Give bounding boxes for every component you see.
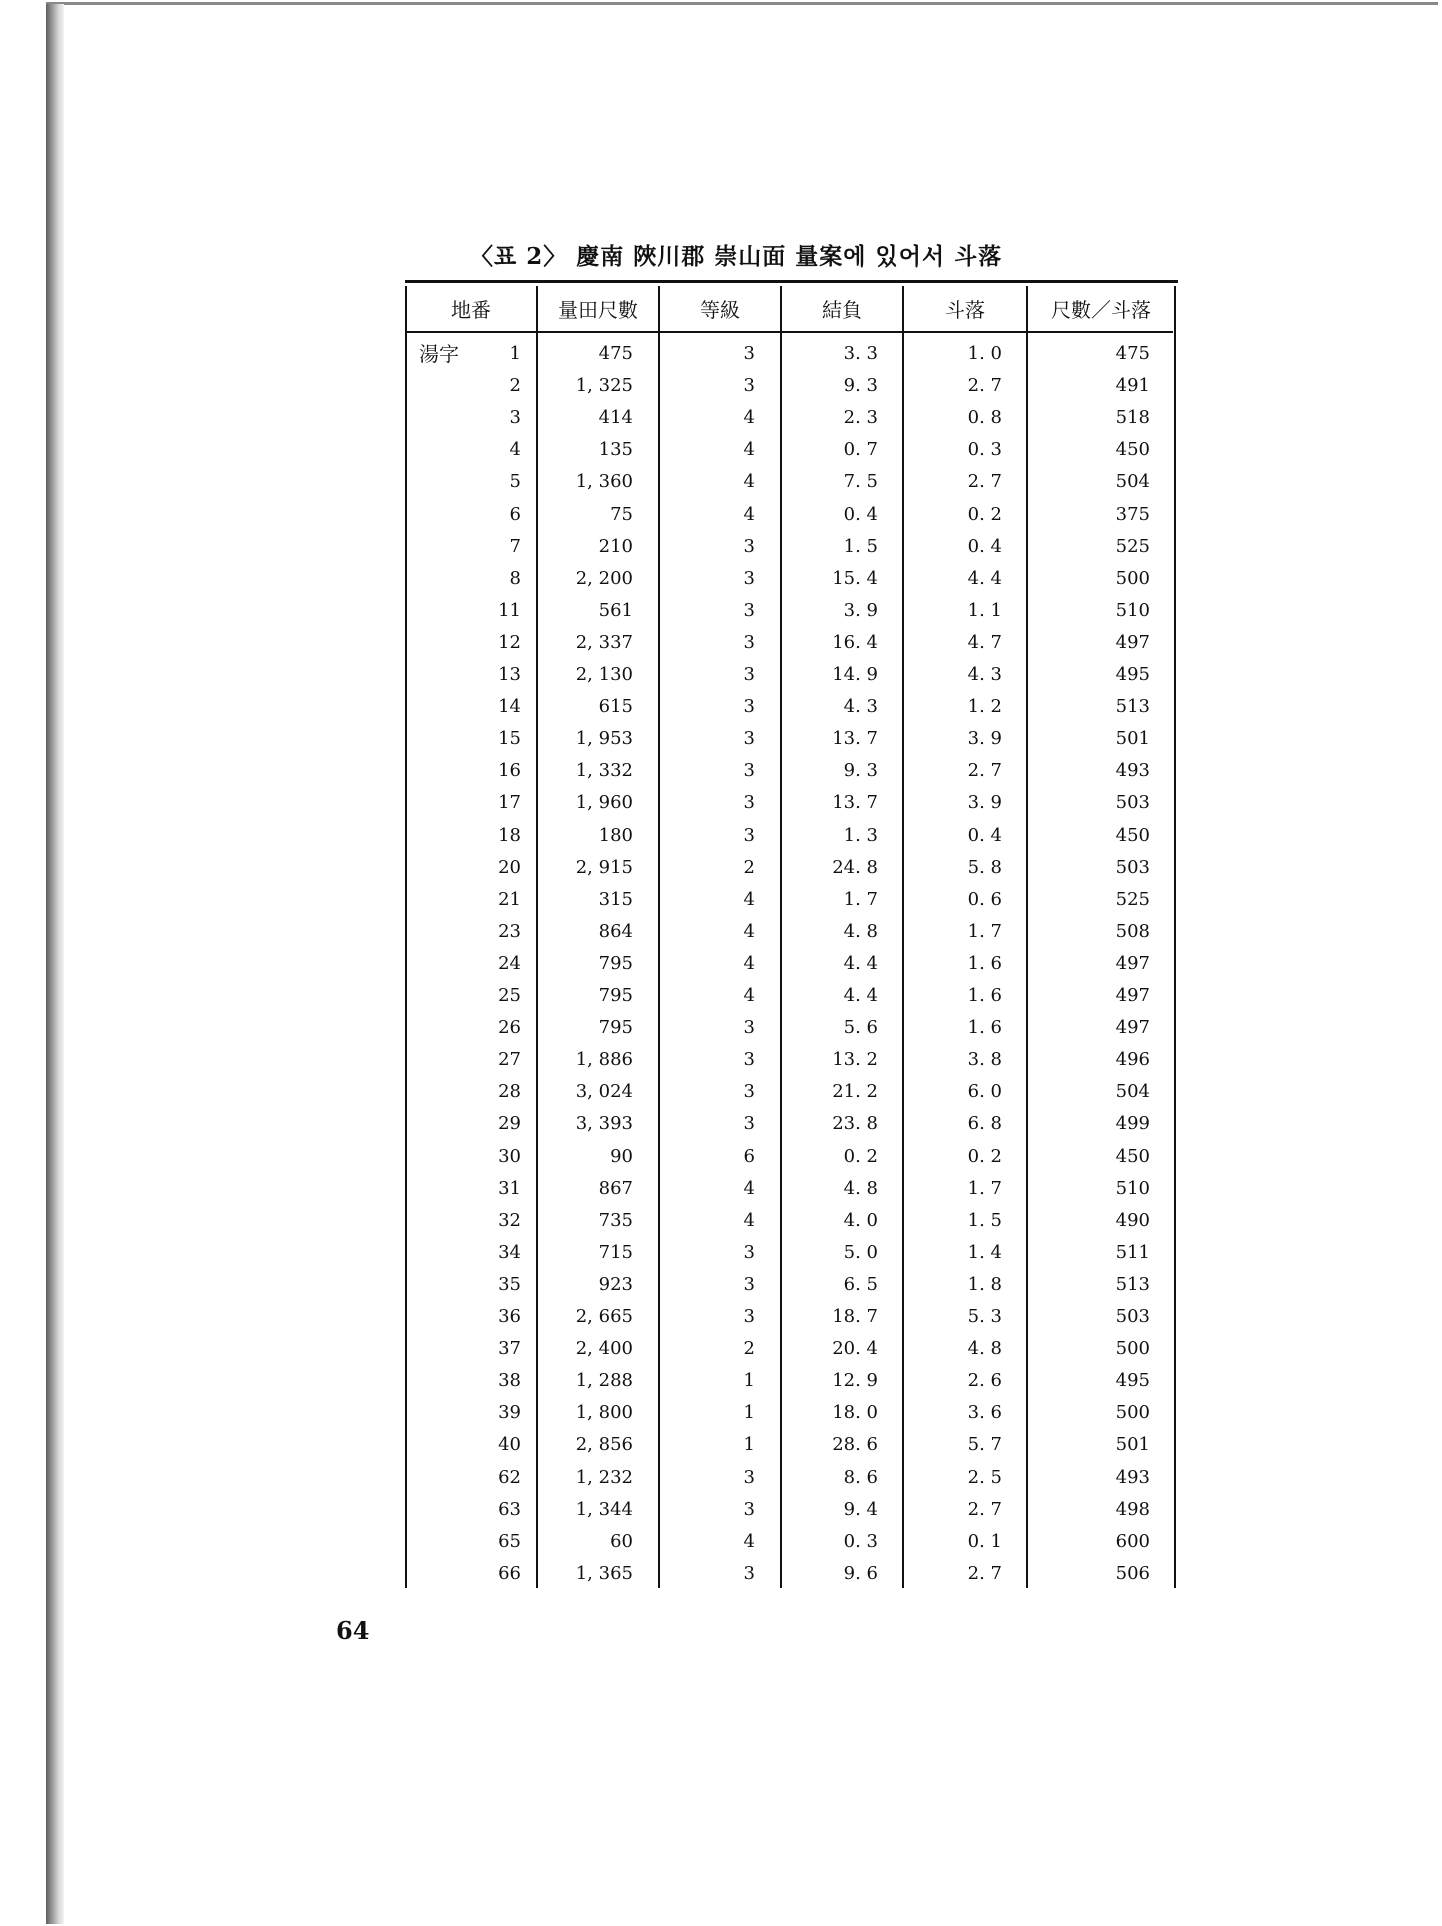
cell-survey-length: 2, 915 bbox=[575, 856, 633, 878]
cell-lot-number: 36 bbox=[498, 1306, 521, 1327]
cell-survey-length: 1, 325 bbox=[575, 375, 633, 397]
cell-lot-number: 24 bbox=[498, 952, 521, 974]
cell-lot-number: 21 bbox=[498, 888, 521, 910]
cell-gyeolbu: 15. 4 bbox=[832, 567, 878, 589]
cell-length-per-durak: 375 bbox=[1115, 503, 1150, 525]
header-survey-length: 量田尺數 bbox=[558, 298, 638, 322]
cell-gyeolbu: 3. 3 bbox=[843, 343, 878, 364]
cell-length-per-durak: 501 bbox=[1115, 1434, 1150, 1456]
cell-grade: 4 bbox=[743, 952, 755, 974]
cell-gyeolbu: 1. 3 bbox=[843, 824, 878, 846]
cell-gyeolbu: 1. 7 bbox=[843, 888, 878, 910]
cell-gyeolbu: 24. 8 bbox=[832, 856, 878, 878]
cell-lot-number: 4 bbox=[509, 439, 521, 461]
cell-lot-number: 66 bbox=[498, 1562, 521, 1584]
table-row bbox=[405, 595, 1178, 627]
cell-survey-length: 715 bbox=[598, 1241, 633, 1263]
cell-durak: 4. 8 bbox=[967, 1338, 1002, 1360]
cell-length-per-durak: 450 bbox=[1115, 824, 1150, 846]
cell-durak: 3. 8 bbox=[967, 1049, 1002, 1071]
cell-gyeolbu: 18. 0 bbox=[832, 1402, 878, 1424]
header-durak: 斗落 bbox=[945, 298, 985, 322]
cell-grade: 3 bbox=[743, 599, 755, 621]
cell-survey-length: 180 bbox=[598, 824, 633, 846]
cell-survey-length: 1, 800 bbox=[575, 1402, 633, 1424]
cell-durak: 0. 3 bbox=[967, 439, 1002, 461]
cell-length-per-durak: 513 bbox=[1115, 696, 1150, 718]
cell-length-per-durak: 500 bbox=[1115, 1402, 1150, 1424]
cell-length-per-durak: 493 bbox=[1115, 1466, 1150, 1488]
cell-grade: 3 bbox=[743, 1306, 755, 1327]
cell-gyeolbu: 14. 9 bbox=[832, 664, 878, 685]
table-row bbox=[405, 884, 1178, 916]
cell-gyeolbu: 5. 0 bbox=[843, 1241, 878, 1263]
cell-lot-number: 7 bbox=[509, 535, 521, 557]
cell-durak: 6. 8 bbox=[967, 1113, 1002, 1135]
table-row bbox=[405, 338, 1178, 370]
cell-gyeolbu: 4. 4 bbox=[843, 952, 878, 974]
cell-grade: 4 bbox=[743, 888, 755, 910]
cell-length-per-durak: 450 bbox=[1115, 1145, 1150, 1167]
cell-durak: 5. 7 bbox=[967, 1434, 1002, 1456]
cell-length-per-durak: 490 bbox=[1115, 1209, 1150, 1231]
cell-survey-length: 1, 332 bbox=[575, 760, 633, 782]
table-row bbox=[405, 1044, 1178, 1076]
cell-survey-length: 864 bbox=[598, 920, 633, 942]
cell-survey-length: 315 bbox=[598, 888, 633, 910]
cell-lot-number: 5 bbox=[509, 471, 521, 493]
cell-survey-length: 1, 365 bbox=[575, 1562, 633, 1584]
cell-grade: 3 bbox=[743, 535, 755, 557]
table-row bbox=[405, 1076, 1178, 1108]
header-lot-number: 地番 bbox=[451, 298, 491, 322]
cell-survey-length: 60 bbox=[610, 1530, 633, 1552]
cell-length-per-durak: 497 bbox=[1115, 631, 1150, 653]
cell-durak: 2. 7 bbox=[967, 471, 1002, 493]
data-table bbox=[405, 280, 1178, 1592]
cell-gyeolbu: 0. 4 bbox=[843, 503, 878, 525]
cell-length-per-durak: 495 bbox=[1115, 664, 1150, 685]
table-row bbox=[405, 1558, 1178, 1590]
cell-length-per-durak: 499 bbox=[1115, 1113, 1150, 1135]
table-row bbox=[405, 1526, 1178, 1558]
page-number: 64 bbox=[336, 1616, 370, 1645]
cell-durak: 0. 8 bbox=[967, 407, 1002, 429]
cell-gyeolbu: 6. 5 bbox=[843, 1273, 878, 1295]
cell-lot-number: 14 bbox=[498, 696, 521, 718]
cell-length-per-durak: 450 bbox=[1115, 439, 1150, 461]
cell-grade: 3 bbox=[743, 1113, 755, 1135]
table-row bbox=[405, 787, 1178, 819]
table-row bbox=[405, 1237, 1178, 1269]
cell-grade: 3 bbox=[743, 696, 755, 718]
cell-survey-length: 561 bbox=[598, 599, 633, 621]
table-row bbox=[405, 1365, 1178, 1397]
cell-lot-number: 12 bbox=[498, 631, 521, 653]
cell-grade: 6 bbox=[743, 1145, 755, 1167]
cell-lot-number: 20 bbox=[498, 856, 521, 878]
cell-survey-length: 795 bbox=[598, 1017, 633, 1039]
table-row bbox=[405, 434, 1178, 466]
cell-lot-number: 2 bbox=[509, 375, 521, 397]
table-row bbox=[405, 1012, 1178, 1044]
cell-survey-length: 1, 288 bbox=[575, 1370, 633, 1392]
table-row bbox=[405, 499, 1178, 531]
cell-grade: 3 bbox=[743, 760, 755, 782]
cell-durak: 2. 7 bbox=[967, 1562, 1002, 1584]
cell-gyeolbu: 4. 0 bbox=[843, 1209, 878, 1231]
cell-gyeolbu: 5. 6 bbox=[843, 1017, 878, 1039]
cell-grade: 4 bbox=[743, 985, 755, 1006]
cell-survey-length: 475 bbox=[598, 343, 633, 364]
cell-survey-length: 90 bbox=[610, 1145, 633, 1167]
cell-grade: 2 bbox=[743, 1338, 755, 1360]
cell-durak: 1. 7 bbox=[967, 1177, 1002, 1199]
table-row bbox=[405, 852, 1178, 884]
table-row bbox=[405, 820, 1178, 852]
table-row bbox=[405, 1333, 1178, 1365]
cell-length-per-durak: 503 bbox=[1115, 856, 1150, 878]
cell-length-per-durak: 495 bbox=[1115, 1370, 1150, 1392]
cell-lot-number: 6 bbox=[509, 503, 521, 525]
cell-survey-length: 414 bbox=[598, 407, 633, 429]
cell-lot-number: 38 bbox=[498, 1370, 521, 1392]
cell-grade: 4 bbox=[743, 471, 755, 493]
table-row bbox=[405, 755, 1178, 787]
cell-durak: 1. 8 bbox=[967, 1273, 1002, 1295]
cell-lot-number: 65 bbox=[498, 1530, 521, 1552]
table-row bbox=[405, 691, 1178, 723]
cell-lot-number: 23 bbox=[498, 920, 521, 942]
cell-gyeolbu: 20. 4 bbox=[832, 1338, 878, 1360]
table-row bbox=[405, 466, 1178, 498]
cell-grade: 4 bbox=[743, 407, 755, 429]
cell-durak: 1. 7 bbox=[967, 920, 1002, 942]
cell-survey-length: 795 bbox=[598, 952, 633, 974]
cell-grade: 4 bbox=[743, 1530, 755, 1552]
cell-lot-number: 34 bbox=[498, 1241, 521, 1263]
cell-gyeolbu: 28. 6 bbox=[832, 1434, 878, 1456]
table-row bbox=[405, 1494, 1178, 1526]
cell-gyeolbu: 12. 9 bbox=[832, 1370, 878, 1392]
cell-survey-length: 1, 886 bbox=[575, 1049, 633, 1071]
cell-length-per-durak: 498 bbox=[1115, 1498, 1150, 1520]
table-row bbox=[405, 1269, 1178, 1301]
cell-grade: 3 bbox=[743, 1241, 755, 1263]
cell-survey-length: 2, 400 bbox=[575, 1338, 633, 1360]
cell-survey-length: 735 bbox=[598, 1209, 633, 1231]
cell-gyeolbu: 13. 7 bbox=[832, 792, 878, 814]
cell-survey-length: 2, 130 bbox=[575, 664, 633, 685]
cell-lot-number: 25 bbox=[498, 985, 521, 1006]
cell-grade: 2 bbox=[743, 856, 755, 878]
cell-survey-length: 2, 665 bbox=[575, 1306, 633, 1327]
cell-survey-length: 1, 344 bbox=[575, 1498, 633, 1520]
cell-gyeolbu: 3. 9 bbox=[843, 599, 878, 621]
cell-length-per-durak: 493 bbox=[1115, 760, 1150, 782]
cell-grade: 1 bbox=[743, 1370, 755, 1392]
cell-lot-number: 8 bbox=[509, 567, 521, 589]
cell-gyeolbu: 0. 2 bbox=[843, 1145, 878, 1167]
cell-gyeolbu: 4. 8 bbox=[843, 920, 878, 942]
cell-durak: 5. 3 bbox=[967, 1306, 1002, 1327]
cell-length-per-durak: 518 bbox=[1115, 407, 1150, 429]
table-row bbox=[405, 1301, 1178, 1333]
cell-gyeolbu: 16. 4 bbox=[832, 631, 878, 653]
cell-grade: 1 bbox=[743, 1434, 755, 1456]
table-row bbox=[405, 563, 1178, 595]
cell-gyeolbu: 2. 3 bbox=[843, 407, 878, 429]
cell-lot-number: 28 bbox=[498, 1081, 521, 1103]
cell-lot-number: 62 bbox=[498, 1466, 521, 1488]
table-row bbox=[405, 980, 1178, 1012]
cell-length-per-durak: 497 bbox=[1115, 952, 1150, 974]
cell-lot-number: 17 bbox=[498, 792, 521, 814]
cell-gyeolbu: 9. 3 bbox=[843, 375, 878, 397]
cell-gyeolbu: 21. 2 bbox=[832, 1081, 878, 1103]
cell-lot-number: 27 bbox=[498, 1049, 521, 1071]
cell-grade: 3 bbox=[743, 1049, 755, 1071]
cell-durak: 5. 8 bbox=[967, 856, 1002, 878]
table-row bbox=[405, 1108, 1178, 1140]
cell-length-per-durak: 500 bbox=[1115, 1338, 1150, 1360]
cell-lot-number: 39 bbox=[498, 1402, 521, 1424]
cell-survey-length: 2, 856 bbox=[575, 1434, 633, 1456]
cell-length-per-durak: 500 bbox=[1115, 567, 1150, 589]
cell-lot-number: 37 bbox=[498, 1338, 521, 1360]
cell-durak: 1. 4 bbox=[967, 1241, 1002, 1263]
cell-length-per-durak: 525 bbox=[1115, 888, 1150, 910]
cell-length-per-durak: 504 bbox=[1115, 1081, 1150, 1103]
table-row bbox=[405, 659, 1178, 691]
table-row bbox=[405, 948, 1178, 980]
table-row bbox=[405, 1141, 1178, 1173]
cell-lot-number: 40 bbox=[498, 1434, 521, 1456]
cell-survey-length: 867 bbox=[598, 1177, 633, 1199]
cell-lot-number: 16 bbox=[498, 760, 521, 782]
cell-lot-number: 18 bbox=[498, 824, 521, 846]
cell-grade: 1 bbox=[743, 1402, 755, 1424]
cell-gyeolbu: 18. 7 bbox=[832, 1306, 878, 1327]
table-title: 〈표 2〉 慶南 陜川郡 崇山面 量案에 있어서 斗落 bbox=[470, 243, 1003, 270]
header-grade: 等級 bbox=[700, 298, 740, 322]
cell-durak: 4. 7 bbox=[967, 631, 1002, 653]
cell-durak: 0. 2 bbox=[967, 503, 1002, 525]
cell-length-per-durak: 503 bbox=[1115, 792, 1150, 814]
cell-gyeolbu: 9. 4 bbox=[843, 1498, 878, 1520]
cell-durak: 2. 7 bbox=[967, 760, 1002, 782]
cell-length-per-durak: 504 bbox=[1115, 471, 1150, 493]
cell-survey-length: 1, 232 bbox=[575, 1466, 633, 1488]
cell-lot-number: 13 bbox=[498, 664, 521, 685]
cell-gyeolbu: 9. 6 bbox=[843, 1562, 878, 1584]
cell-grade: 3 bbox=[743, 1562, 755, 1584]
cell-lot-number: 15 bbox=[498, 728, 521, 750]
cell-durak: 0. 4 bbox=[967, 824, 1002, 846]
cell-gyeolbu: 8. 6 bbox=[843, 1466, 878, 1488]
cell-survey-length: 1, 960 bbox=[575, 792, 633, 814]
table-row bbox=[405, 1205, 1178, 1237]
cell-length-per-durak: 497 bbox=[1115, 985, 1150, 1006]
cell-grade: 3 bbox=[743, 343, 755, 364]
cell-durak: 1. 2 bbox=[967, 696, 1002, 718]
cell-grade: 3 bbox=[743, 1017, 755, 1039]
cell-grade: 3 bbox=[743, 1466, 755, 1488]
cell-grade: 4 bbox=[743, 1209, 755, 1231]
cell-gyeolbu: 13. 2 bbox=[832, 1049, 878, 1071]
header-gyeolbu: 結負 bbox=[822, 298, 862, 322]
cell-durak: 2. 7 bbox=[967, 1498, 1002, 1520]
cell-length-per-durak: 600 bbox=[1115, 1530, 1150, 1552]
cell-grade: 3 bbox=[743, 631, 755, 653]
cell-grade: 4 bbox=[743, 503, 755, 525]
cell-survey-length: 3, 393 bbox=[575, 1113, 633, 1135]
cell-durak: 4. 3 bbox=[967, 664, 1002, 685]
cell-durak: 2. 7 bbox=[967, 375, 1002, 397]
cell-durak: 1. 6 bbox=[967, 985, 1002, 1006]
table-row bbox=[405, 916, 1178, 948]
cell-lot-number: 3 bbox=[509, 407, 521, 429]
cell-length-per-durak: 501 bbox=[1115, 728, 1150, 750]
cell-lot-number: 11 bbox=[498, 599, 521, 621]
cell-length-per-durak: 491 bbox=[1115, 375, 1150, 397]
table-header-rule bbox=[405, 331, 1173, 333]
cell-durak: 0. 2 bbox=[967, 1145, 1002, 1167]
cell-length-per-durak: 513 bbox=[1115, 1273, 1150, 1295]
cell-survey-length: 210 bbox=[598, 535, 633, 557]
cell-lot-number: 32 bbox=[498, 1209, 521, 1231]
cell-lot-number: 63 bbox=[498, 1498, 521, 1520]
cell-gyeolbu: 4. 4 bbox=[843, 985, 878, 1006]
cell-lot-number: 29 bbox=[498, 1113, 521, 1135]
cell-gyeolbu: 13. 7 bbox=[832, 728, 878, 750]
cell-durak: 3. 9 bbox=[967, 728, 1002, 750]
cell-lot-number: 31 bbox=[498, 1177, 521, 1199]
cell-durak: 1. 1 bbox=[967, 599, 1002, 621]
cell-durak: 2. 6 bbox=[967, 1370, 1002, 1392]
cell-grade: 3 bbox=[743, 1498, 755, 1520]
table-row bbox=[405, 370, 1178, 402]
cell-grade: 3 bbox=[743, 567, 755, 589]
cell-gyeolbu: 4. 3 bbox=[843, 696, 878, 718]
table-row bbox=[405, 1397, 1178, 1429]
cell-lot-number: 35 bbox=[498, 1273, 521, 1295]
cell-durak: 0. 6 bbox=[967, 888, 1002, 910]
cell-durak: 1. 6 bbox=[967, 1017, 1002, 1039]
cell-grade: 3 bbox=[743, 375, 755, 397]
header-length-per-durak: 尺數／斗落 bbox=[1051, 298, 1151, 322]
cell-durak: 1. 0 bbox=[967, 343, 1002, 364]
cell-gyeolbu: 9. 3 bbox=[843, 760, 878, 782]
cell-gyeolbu: 0. 7 bbox=[843, 439, 878, 461]
cell-durak: 3. 6 bbox=[967, 1402, 1002, 1424]
cell-length-per-durak: 510 bbox=[1115, 599, 1150, 621]
cell-durak: 0. 1 bbox=[967, 1530, 1002, 1552]
cell-survey-length: 135 bbox=[598, 439, 633, 461]
cell-survey-length: 2, 337 bbox=[575, 631, 633, 653]
cell-grade: 4 bbox=[743, 920, 755, 942]
table-row bbox=[405, 531, 1178, 563]
table-top-rule bbox=[405, 280, 1178, 283]
cell-grade: 3 bbox=[743, 1081, 755, 1103]
cell-length-per-durak: 497 bbox=[1115, 1017, 1150, 1039]
cell-length-per-durak: 510 bbox=[1115, 1177, 1150, 1199]
cell-length-per-durak: 503 bbox=[1115, 1306, 1150, 1327]
table-row bbox=[405, 723, 1178, 755]
cell-durak: 1. 5 bbox=[967, 1209, 1002, 1231]
cell-gyeolbu: 4. 8 bbox=[843, 1177, 878, 1199]
table-row bbox=[405, 402, 1178, 434]
cell-survey-length: 1, 360 bbox=[575, 471, 633, 493]
cell-length-per-durak: 496 bbox=[1115, 1049, 1150, 1071]
cell-survey-length: 75 bbox=[610, 503, 633, 525]
cell-grade: 3 bbox=[743, 792, 755, 814]
cell-survey-length: 615 bbox=[598, 696, 633, 718]
cell-length-per-durak: 508 bbox=[1115, 920, 1150, 942]
cell-length-per-durak: 525 bbox=[1115, 535, 1150, 557]
cell-gyeolbu: 7. 5 bbox=[843, 471, 878, 493]
cell-grade: 4 bbox=[743, 1177, 755, 1199]
cell-gyeolbu: 1. 5 bbox=[843, 535, 878, 557]
cell-survey-length: 3, 024 bbox=[575, 1081, 633, 1103]
cell-length-per-durak: 506 bbox=[1115, 1562, 1150, 1584]
cell-gyeolbu: 0. 3 bbox=[843, 1530, 878, 1552]
cell-survey-length: 2, 200 bbox=[575, 567, 633, 589]
cell-grade: 3 bbox=[743, 664, 755, 685]
cell-survey-length: 923 bbox=[598, 1273, 633, 1295]
cell-row-prefix: 湯字 bbox=[419, 342, 459, 366]
cell-durak: 0. 4 bbox=[967, 535, 1002, 557]
cell-durak: 1. 6 bbox=[967, 952, 1002, 974]
cell-grade: 3 bbox=[743, 824, 755, 846]
cell-lot-number: 26 bbox=[498, 1017, 521, 1039]
table-row bbox=[405, 627, 1178, 659]
cell-survey-length: 1, 953 bbox=[575, 728, 633, 750]
cell-grade: 3 bbox=[743, 728, 755, 750]
table-row bbox=[405, 1173, 1178, 1205]
cell-length-per-durak: 475 bbox=[1115, 343, 1150, 364]
cell-durak: 2. 5 bbox=[967, 1466, 1002, 1488]
table-row bbox=[405, 1462, 1178, 1494]
table-row bbox=[405, 1429, 1178, 1461]
cell-lot-number: 1 bbox=[509, 343, 521, 364]
cell-lot-number: 30 bbox=[498, 1145, 521, 1167]
cell-length-per-durak: 511 bbox=[1115, 1241, 1150, 1263]
cell-survey-length: 795 bbox=[598, 985, 633, 1006]
book-binding-edge bbox=[46, 4, 64, 1924]
cell-grade: 4 bbox=[743, 439, 755, 461]
cell-durak: 6. 0 bbox=[967, 1081, 1002, 1103]
cell-gyeolbu: 23. 8 bbox=[832, 1113, 878, 1135]
cell-durak: 4. 4 bbox=[967, 567, 1002, 589]
cell-grade: 3 bbox=[743, 1273, 755, 1295]
cell-durak: 3. 9 bbox=[967, 792, 1002, 814]
